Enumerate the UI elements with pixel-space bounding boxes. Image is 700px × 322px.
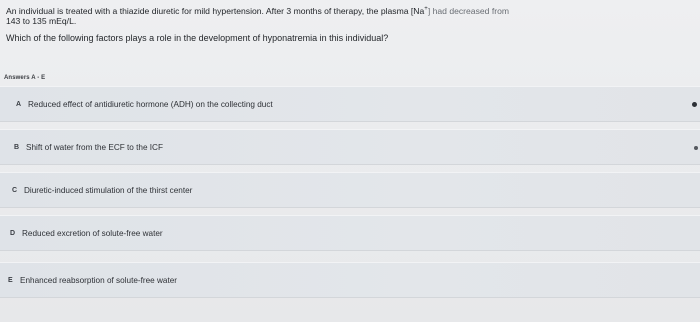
answer-option-a[interactable] (0, 86, 700, 122)
question-line-2: 143 to 135 mEq/L. (6, 16, 77, 27)
option-text: Enhanced reabsorption of solute-free water (20, 275, 178, 285)
option-letter: A (16, 100, 22, 108)
option-letter: B (14, 143, 20, 151)
dot-icon (694, 146, 698, 150)
answers-label: Answers A - E (4, 75, 46, 81)
option-text: Reduced excretion of solute-free water (22, 228, 163, 238)
option-letter: D (10, 229, 16, 237)
sodium-superscript: + (424, 6, 428, 12)
option-text: Reduced effect of antidiuretic hormone (ADH) on the collecting duct (28, 99, 273, 109)
dot-icon (692, 102, 697, 107)
option-text: Shift of water from the ECF to the ICF (26, 142, 163, 152)
option-letter: C (12, 186, 18, 194)
question-line-1 (6, 4, 696, 16)
question-line-1-tail: ] had decreased from (427, 5, 510, 16)
question-stem (6, 4, 696, 43)
answer-option-b[interactable] (0, 129, 700, 165)
answer-option-d[interactable] (0, 215, 700, 251)
option-letter: E (8, 276, 13, 284)
question-prompt: Which of the following factors plays a role in the development of hyponatremia in this individual? (6, 32, 389, 43)
answer-option-c[interactable] (0, 172, 700, 208)
question-line-1-main: An individual is treated with a thiazide diuretic for mild hypertension. After 3 months of therapy, the plasma [Na (6, 5, 425, 16)
option-text: Diuretic-induced stimulation of the thirst center (24, 185, 193, 195)
answer-option-e[interactable] (0, 262, 700, 298)
